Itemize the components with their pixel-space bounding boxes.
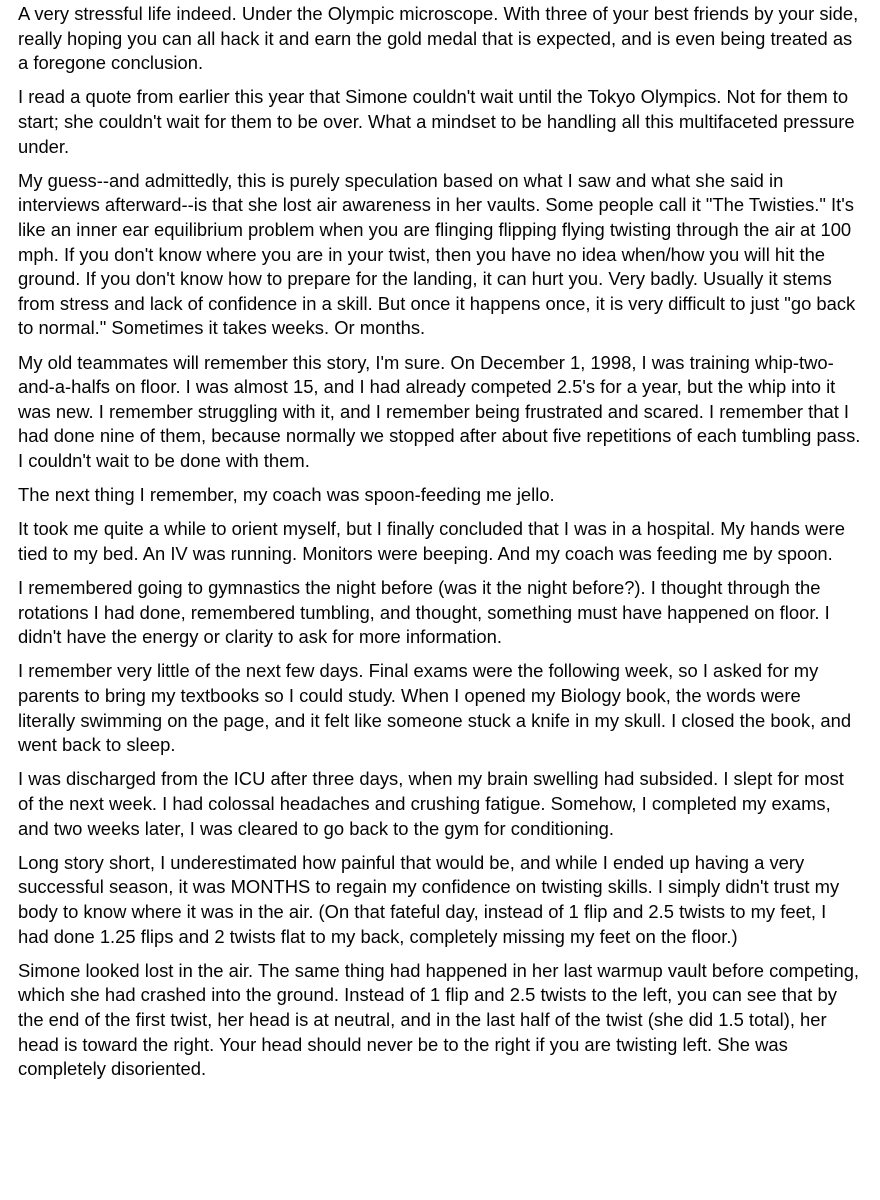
post-paragraph: Simone looked lost in the air. The same thing had happened in her last warmup vault before competing, which she had crashed into the ground. Instead of 1 flip and 2.5 twists to the left, you can see that by the end of the first twist, her head is at neutral, and in the last half of the twist (she did 1.5 total), her head is toward the right. Your head should never be to the right if you are twisting left. She was completely disoriented.	[18, 959, 860, 1080]
post-paragraph: I remembered going to gymnastics the night before (was it the night before?). I thought through the rotations I had done, remembered tumbling, and thought, something must have happened on floor. I didn't have the energy or clarity to ask for more information.	[18, 577, 830, 648]
post-paragraph: My old teammates will remember this story, I'm sure. On December 1, 1998, I was training whip-two-and-a-halfs on floor. I was almost 15, and I had already competed 2.5's for a year, but the whip into it was new. I remember struggling with it, and I remember being frustrated and scared. I remember that I had done nine of them, because normally we stopped after about five repetitions of each tumbling pass. I couldn't wait to be done with them.	[18, 351, 861, 471]
post-paragraph: Long story short, I underestimated how painful that would be, and while I ended up having a very successful season, it was MONTHS to regain my confidence on twisting skills. I simply didn't trust my body to know where it was in the air. (On that fateful day, instead of 1 flip and 2.5 twists to my feet, I had done 1.25 flips and 2 twists flat to my back, completely missing my feet on the floor.)	[18, 851, 840, 947]
post-paragraph: It took me quite a while to orient myself, but I finally concluded that I was in a hospital. My hands were tied to my bed. An IV was running. Monitors were beeping. And my coach was feeding me by spoon.	[18, 518, 845, 564]
post-paragraph: A very stressful life indeed. Under the Olympic microscope. With three of your best friends by your side, really hoping you can all hack it and earn the gold medal that is expected, and is even being treated as a foregone conclusion.	[18, 3, 859, 74]
post-paragraph: I remember very little of the next few days. Final exams were the following week, so I asked for my parents to bring my textbooks so I could study. When I opened my Biology book, the words were literally swimming on the page, and it felt like someone stuck a knife in my skull. I closed the book, and went back to sleep.	[18, 660, 852, 756]
post-paragraph: I read a quote from earlier this year that Simone couldn't wait until the Tokyo Olympics. Not for them to start; she couldn't wait for them to be over. What a mindset to be handling all this multifaceted pressure under.	[18, 86, 855, 157]
post-paragraph: I was discharged from the ICU after three days, when my brain swelling had subsided. I slept for most of the next week. I had colossal headaches and crushing fatigue. Somehow, I completed my exams, and two weeks later, I was cleared to go back to the gym for conditioning.	[18, 768, 844, 839]
post-paragraph: My guess--and admittedly, this is purely speculation based on what I saw and what she said in interviews afterward--is that she lost air awareness in her vaults. Some people call it "The Twisties." It's like an inner ear equilibrium problem when you are flinging flipping flying twisting through the air at 100 mph. If you don't know where you are in your twist, then you have no idea when/how you will hit the ground. If you don't know how to prepare for the landing, it can hurt you. Very badly. Usually it stems from stress and lack of confidence in a skill. But once it happens once, it is very difficult to just "go back to normal." Sometimes it takes weeks. Or months.	[18, 169, 856, 339]
post-paragraph: The next thing I remember, my coach was spoon-feeding me jello.	[18, 484, 555, 506]
